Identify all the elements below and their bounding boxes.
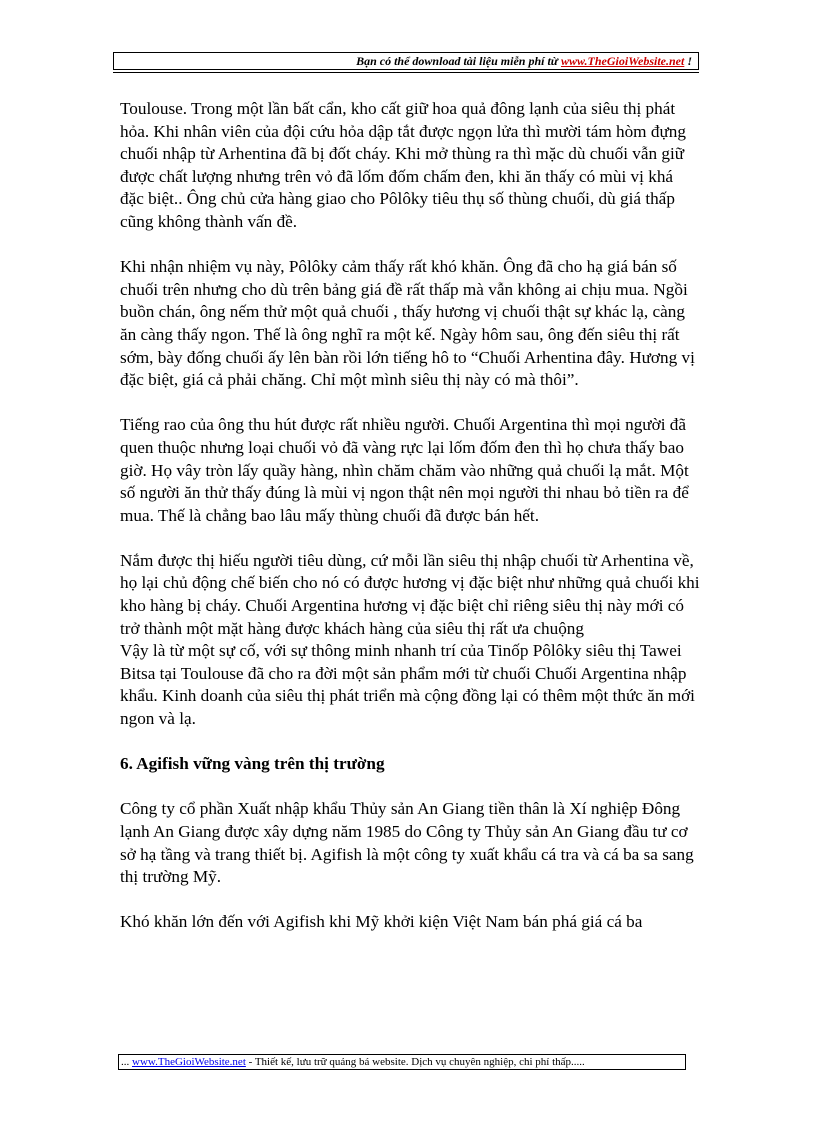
header-website-link[interactable]: www.TheGioiWebsite.net bbox=[560, 54, 685, 68]
paragraph-4: Nắm được thị hiếu người tiêu dùng, cứ mỗi lần siêu thị nhập chuối từ Arhentina về, họ lại chủ động chế biến cho nó có được hương vị đặc biệt như những quả chuối khi kho hàng bị cháy. Chuối Argentina hương vị đặc biệt chỉ riêng siêu thị này mới có trở thành một mặt hàng được khách hàng của siêu thị rất ưa chuộng bbox=[120, 550, 700, 638]
header-exclamation: ! bbox=[687, 54, 692, 68]
paragraph-1: Toulouse. Trong một lần bất cẩn, kho cất giữ hoa quả đông lạnh của siêu thị phát hỏa. Khi nhân viên của đội cứu hỏa dập tắt được ngọn lửa thì mười tám hòm đựng chuối nhập từ Arhentina đã bị đốt cháy. Khi mở thùng ra thì mặc dù chuối vẫn giữ được chất lượng nhưng trên vỏ đã lốm đốm chấm đen, khi ăn thấy có mùi vị khá đặc biệt.. Ông chủ cửa hàng giao cho Pôlôky tiêu thụ số thùng chuối, dù giá thấp cũng không thành vấn đề. bbox=[120, 99, 686, 231]
footer-text: - Thiết kế, lưu trữ quảng bá website. Dịch vụ chuyên nghiệp, chi phí thấp..... bbox=[248, 1056, 585, 1068]
header-text: Bạn có thể download tài liệu miễn phí từ bbox=[356, 54, 558, 68]
document-body bbox=[120, 98, 700, 957]
paragraph-6: Công ty cổ phần Xuất nhập khẩu Thủy sản An Giang tiền thân là Xí nghiệp Đông lạnh An Giang được xây dựng năm 1985 do Công ty Thủy sản An Giang đầu tư cơ sở hạ tầng và trang thiết bị. Agifish là một công ty xuất khẩu cá tra và cá ba sa sang thị trường Mỹ. bbox=[120, 799, 694, 887]
section-heading: 6. Agifish vững vàng trên thị trường bbox=[120, 754, 385, 774]
paragraph-7: Khó khăn lớn đến với Agifish khi Mỹ khởi kiện Việt Nam bán phá giá cá ba bbox=[120, 912, 643, 932]
paragraph-5: Vậy là từ một sự cố, với sự thông minh nhanh trí của Tinốp Pôlôky siêu thị Tawei Bitsa tại Toulouse đã cho ra đời một sản phẩm mới từ chuối Chuối Argentina nhập khẩu. Kinh doanh của siêu thị phát triển mà cộng đồng lại có thêm một thức ăn mới ngon và lạ. bbox=[120, 641, 695, 729]
header-banner bbox=[113, 52, 699, 70]
footer-banner bbox=[118, 1054, 686, 1070]
header-divider bbox=[113, 72, 699, 73]
footer-ellipsis: ... bbox=[121, 1056, 130, 1068]
paragraph-2: Khi nhận nhiệm vụ này, Pôlôky cảm thấy rất khó khăn. Ông đã cho hạ giá bán số chuối trên nhưng cho dù trên bảng giá đề rất thấp mà vẫn không ai chịu mua. Ngồi buồn chán, ông nếm thử một quả chuối , thấy hương vị chuối thật sự khác lạ, càng ăn càng thấy ngon. Thế là ông nghĩ ra một kế. Ngày hôm sau, ông đến siêu thị rất sớm, bày đống chuối ấy lên bàn rồi lớn tiếng hô to “Chuối Arhentina đây. Hương vị đặc biệt, giá cả phải chăng. Chỉ một mình siêu thị này có mà thôi”. bbox=[120, 257, 695, 390]
footer-website-link[interactable]: www.TheGioiWebsite.net bbox=[132, 1056, 246, 1068]
paragraph-3: Tiếng rao của ông thu hút được rất nhiều người. Chuối Argentina thì mọi người đã quen thuộc nhưng loại chuối vỏ đã vàng rực lại lốm đốm đen thì họ chưa thấy bao giờ. Họ vây tròn lấy quầy hàng, nhìn chăm chăm vào những quả chuối lạ mắt. Một số người ăn thử thấy đúng là mùi vị ngon thật nên mọi người thi nhau bỏ tiền ra để mua. Thế là chẳng bao lâu mấy thùng chuối đã được bán hết. bbox=[120, 415, 689, 525]
